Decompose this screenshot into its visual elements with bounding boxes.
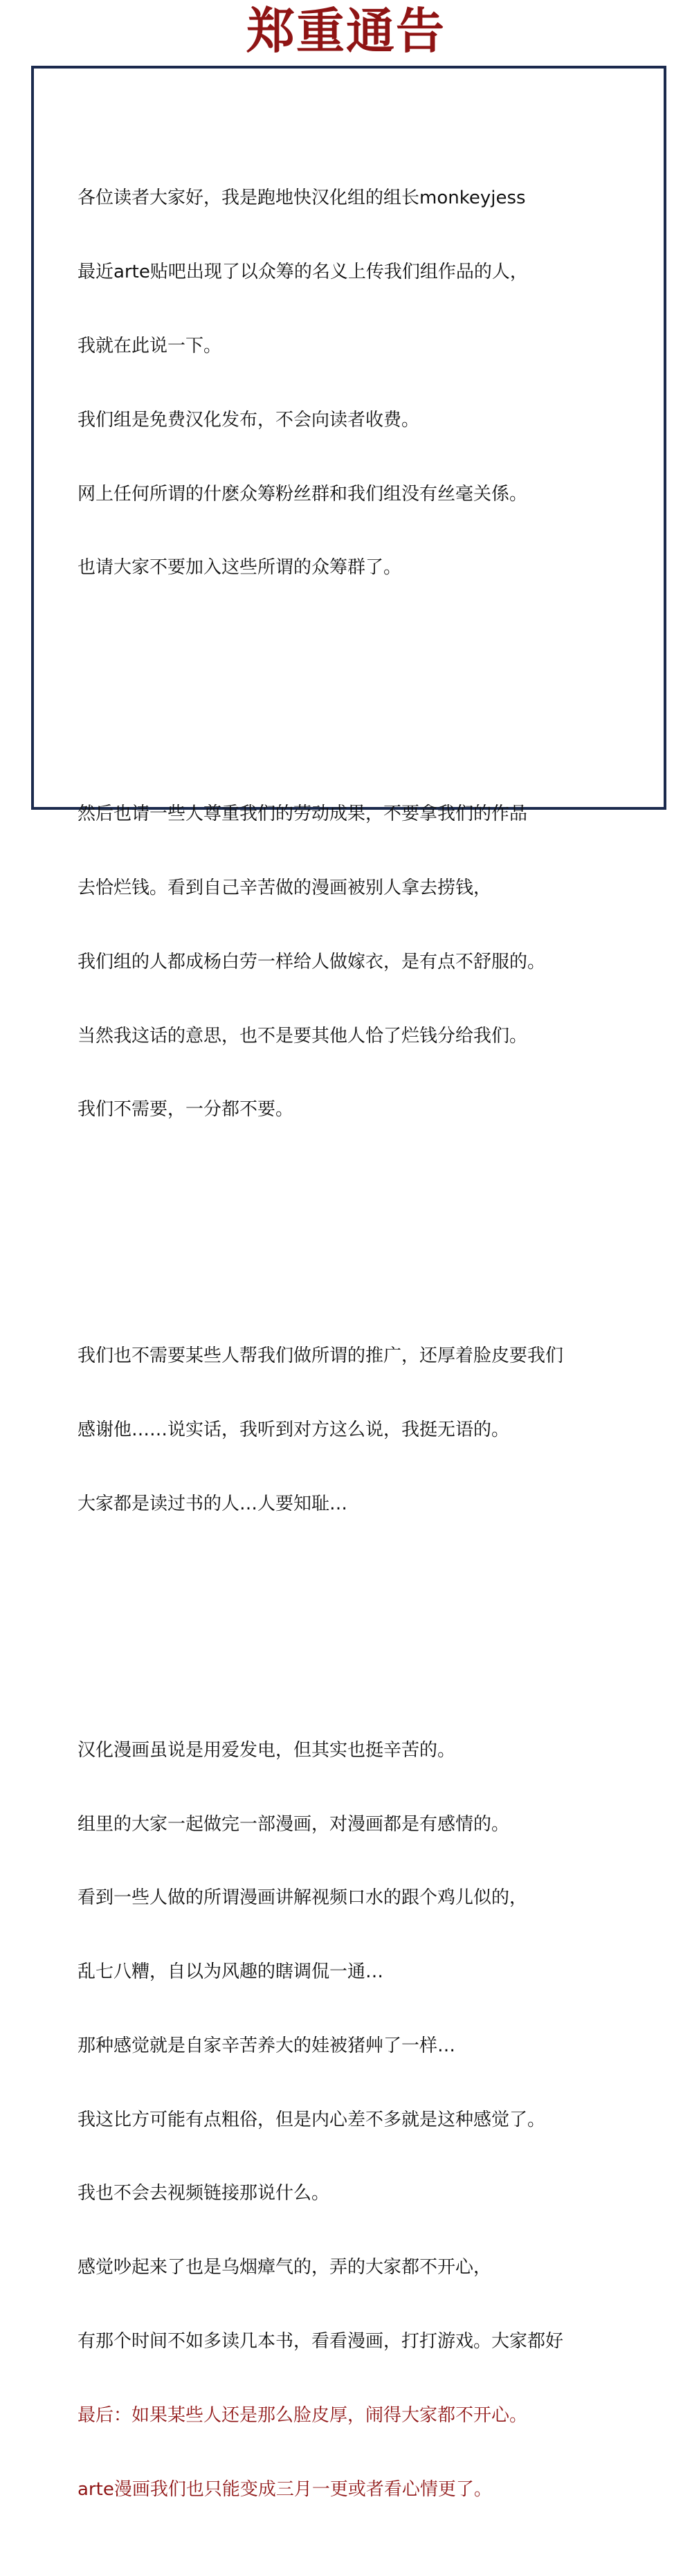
text-line: 有那个时间不如多读几本书，看看漫画，打打游戏。大家都好 bbox=[78, 2331, 564, 2352]
paragraph-gap bbox=[78, 1221, 652, 1246]
paragraph-closing bbox=[78, 1689, 652, 2552]
paragraph-intro bbox=[78, 137, 652, 630]
notice-title: 郑重通告 bbox=[246, 3, 446, 60]
highlighted-line: arte漫画我们也只能变成三月一更或者看心情更了。 bbox=[78, 2478, 492, 2500]
text-line: 看到一些人做的所谓漫画讲解视频口水的跟个鸡儿似的， bbox=[78, 1887, 528, 1909]
highlighted-line: 最后：如果某些人还是那么脸皮厚，闹得大家都不开心。 bbox=[78, 2404, 528, 2426]
notice-body bbox=[78, 88, 652, 2576]
text-line: 网上任何所谓的什麽众筹粉丝群和我们组没有丝毫关係。 bbox=[78, 483, 528, 505]
text-line: 我们组是免费汉化发布，不会向读者收费。 bbox=[78, 409, 420, 430]
text-line: 那种感觉就是自家辛苦养大的娃被猪艸了一样… bbox=[78, 2035, 456, 2056]
text-line: 感谢他……说实话，我听到对方这么说，我挺无语的。 bbox=[78, 1419, 510, 1441]
text-line: 感觉吵起来了也是乌烟瘴气的，弄的大家都不开心， bbox=[78, 2257, 492, 2278]
paragraph-gap bbox=[78, 1615, 652, 1640]
text-line: 我们不需要，一分都不要。 bbox=[78, 1099, 294, 1121]
text-line: 我这比方可能有点粗俗，但是内心差不多就是这种感觉了。 bbox=[78, 2109, 546, 2130]
text-line: 然后也请一些人尊重我们的劳动成果，不要拿我们的作品 bbox=[78, 804, 528, 825]
text-line: 组里的大家一起做完一部漫画，对漫画都是有感情的。 bbox=[78, 1813, 510, 1835]
text-line: 大家都是读过书的人…人要知耻… bbox=[78, 1493, 348, 1514]
paragraph-promotion bbox=[78, 1295, 652, 1566]
text-line: 最近arte贴吧出现了以众筹的名义上传我们组作品的人， bbox=[78, 262, 528, 283]
text-line: 去恰烂钱。看到自己辛苦做的漫画被别人拿去捞钱， bbox=[78, 878, 492, 898]
paragraph-respect bbox=[78, 753, 652, 1172]
text-line: 各位读者大家好，我是跑地快汉化组的组长monkeyjess bbox=[78, 188, 526, 209]
text-line: 也请大家不要加入这些所谓的众筹群了。 bbox=[78, 557, 402, 579]
text-line: 当然我这话的意思，也不是要其他人恰了烂钱分给我们。 bbox=[78, 1025, 528, 1046]
text-line: 我也不会去视频链接那说什么。 bbox=[78, 2183, 330, 2204]
text-line: 我就在此说一下。 bbox=[78, 335, 222, 356]
text-line: 乱七八糟，自以为风趣的瞎调侃一通… bbox=[78, 1961, 384, 1983]
paragraph-gap bbox=[78, 679, 652, 704]
text-line: 我们组的人都成杨白劳一样给人做嫁衣，是有点不舒服的。 bbox=[78, 951, 546, 972]
text-line: 我们也不需要某些人帮我们做所谓的推广，还厚着脸皮要我们 bbox=[78, 1345, 564, 1367]
text-line: 汉化漫画虽说是用爱发电，但其实也挺辛苦的。 bbox=[78, 1739, 456, 1761]
